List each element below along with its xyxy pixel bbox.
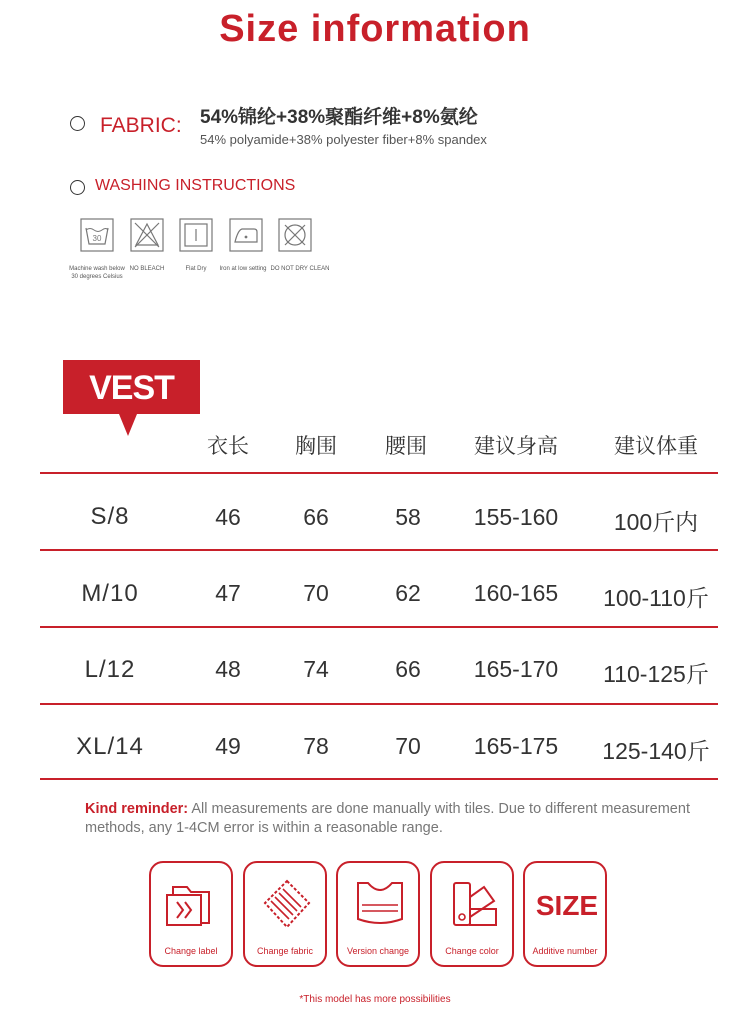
version-change-card (336, 861, 420, 967)
no-bleach-icon (130, 218, 164, 252)
fabric-composition-cn: 54%锦纶+38%聚酯纤维+8%氨纶 (200, 107, 478, 128)
change-fabric-card (243, 861, 327, 967)
header-length: 衣长 (207, 435, 249, 458)
table-divider (40, 626, 718, 628)
row-l-weight: 110-125斤 (603, 661, 709, 687)
wash-temp-label: 30 (92, 234, 102, 243)
flat-dry-icon (179, 218, 213, 252)
card-label: Version change (346, 946, 410, 956)
washing-bullet-icon (70, 180, 85, 195)
card-label: Change label (164, 946, 218, 956)
vest-tag: VEST (63, 360, 200, 414)
row-xl-size: XL/14 (76, 733, 144, 760)
reminder-text: All measurements are done manually with tiles. Due to different measurement methods, any 1-4CM error is within a reasonable range. (85, 801, 690, 836)
table-divider (40, 549, 718, 551)
wash-caption-flat: Flat Dry (185, 266, 207, 272)
header-height: 建议身高 (474, 435, 558, 458)
change-label-card (149, 861, 233, 967)
header-chest: 胸围 (295, 435, 337, 458)
change-label-icon (161, 875, 225, 935)
change-fabric-icon (255, 875, 319, 935)
footnote: *This model has more possibilities (299, 994, 451, 1005)
row-m-weight: 100-110斤 (603, 585, 709, 611)
row-l-chest: 74 (303, 656, 329, 682)
row-s-height: 155-160 (473, 504, 559, 530)
header-weight: 建议体重 (614, 435, 698, 458)
change-color-icon (442, 875, 506, 935)
wash-caption-machine: Machine wash below 30 degrees Celsius (69, 266, 125, 280)
table-divider (40, 703, 718, 705)
kind-reminder (85, 800, 705, 838)
wash-caption-dryclean: DO NOT DRY CLEAN (270, 266, 330, 272)
table-divider (40, 472, 718, 474)
row-xl-waist: 70 (395, 733, 421, 759)
wash-caption-iron: Iron at low setting (219, 266, 267, 272)
change-color-card (430, 861, 514, 967)
page-title: Size information (219, 8, 531, 50)
washing-label: WASHING INSTRUCTIONS (95, 177, 296, 194)
row-m-size: M/10 (81, 580, 139, 607)
header-waist: 腰围 (385, 435, 427, 458)
table-divider (40, 778, 718, 780)
fabric-composition-en: 54% polyamide+38% polyester fiber+8% spandex (200, 132, 487, 147)
row-s-length: 46 (215, 504, 241, 530)
row-m-chest: 70 (303, 580, 329, 606)
size-icon-text: SIZE (535, 890, 599, 921)
row-l-length: 48 (215, 656, 241, 682)
row-s-waist: 58 (395, 504, 421, 530)
card-label: Change color (445, 946, 499, 956)
vest-tag-pointer (119, 414, 137, 436)
row-xl-length: 49 (215, 733, 241, 759)
fabric-label: FABRIC: (100, 114, 182, 137)
row-l-size: L/12 (84, 656, 136, 683)
reminder-label: Kind reminder: (85, 801, 189, 817)
row-xl-weight: 125-140斤 (602, 738, 710, 764)
iron-low-icon (229, 218, 263, 252)
row-s-chest: 66 (303, 504, 329, 530)
row-s-weight: 100斤内 (613, 509, 699, 535)
row-l-height: 165-170 (473, 656, 559, 682)
machine-wash-30-icon (80, 218, 114, 252)
row-s-size: S/8 (90, 503, 130, 530)
no-dry-clean-icon (278, 218, 312, 252)
fabric-bullet-icon (70, 116, 85, 131)
row-m-waist: 62 (395, 580, 421, 606)
row-xl-chest: 78 (303, 733, 329, 759)
wash-caption-bleach: NO BLEACH (129, 266, 165, 272)
row-l-waist: 66 (395, 656, 421, 682)
card-label: Change fabric (256, 946, 314, 956)
additive-number-card (523, 861, 607, 967)
row-m-height: 160-165 (473, 580, 559, 606)
version-change-icon (348, 875, 412, 935)
size-icon (535, 875, 599, 935)
row-xl-height: 165-175 (473, 733, 559, 759)
row-m-length: 47 (215, 580, 241, 606)
card-label: Additive number (532, 946, 598, 956)
